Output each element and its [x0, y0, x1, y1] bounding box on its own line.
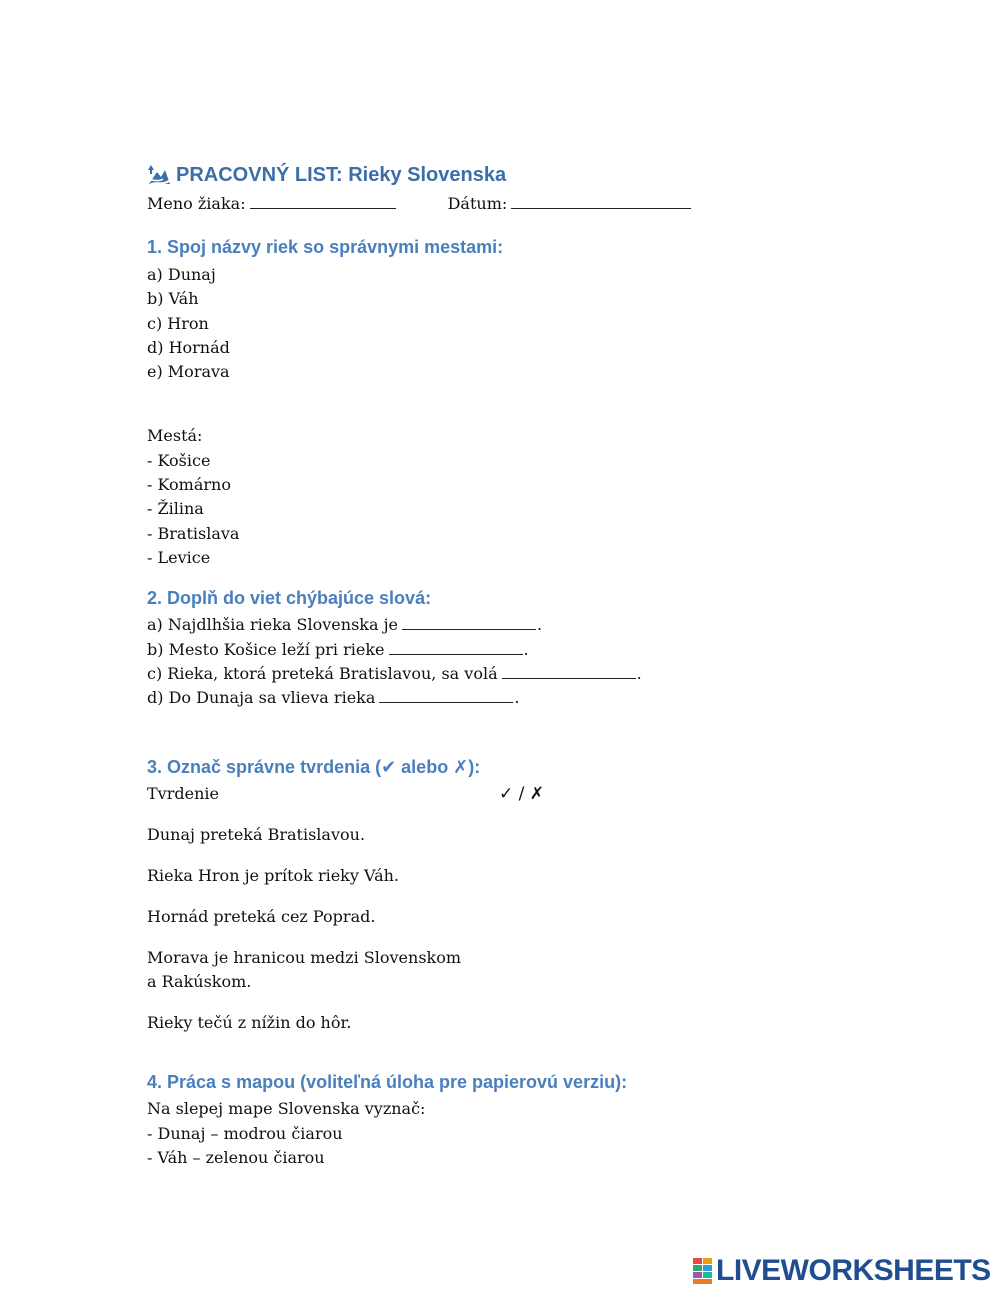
- sentence-end: .: [514, 688, 520, 708]
- statement-row: Morava je hranicou medzi Slovenskom a Rakúskom.: [147, 948, 462, 992]
- section4-heading: 4. Práca s mapou (voliteľná úloha pre papierovú verziu):: [147, 1071, 628, 1092]
- city-item: - Košice: [147, 450, 211, 470]
- statement-row: Dunaj preteká Bratislavou.: [147, 825, 366, 845]
- live-blocks-icon: [693, 1258, 713, 1284]
- river-item: d) Hornád: [147, 337, 230, 357]
- statements-list: [147, 823, 467, 1035]
- sentence-text: c) Rieka, ktorá preteká Bratislavou, sa volá: [147, 663, 498, 683]
- sentence-text: d) Do Dunaja sa vlieva rieka: [147, 688, 376, 708]
- cities-list: [147, 424, 847, 570]
- sentence-text: a) Najdlhšia rieka Slovenska je: [147, 615, 399, 635]
- map-task: [147, 1097, 847, 1170]
- rivers-list: [147, 263, 847, 384]
- section1-heading: 1. Spoj názvy riek so správnymi mestami:: [147, 236, 504, 257]
- answer-blank[interactable]: [402, 615, 536, 630]
- answer-blank[interactable]: [379, 688, 513, 703]
- answer-blank[interactable]: [502, 664, 636, 679]
- sentence-end: .: [523, 639, 529, 659]
- city-item: - Žilina: [147, 499, 204, 519]
- river-item: b) Váh: [147, 289, 199, 309]
- river-item: a) Dunaj: [147, 265, 216, 284]
- worksheet-title: [147, 158, 847, 192]
- cities-label: Mestá:: [147, 426, 203, 446]
- map-task-intro: Na slepej mape Slovenska vyznač:: [147, 1099, 426, 1119]
- city-item: - Komárno: [147, 475, 231, 495]
- statements-header: [147, 782, 847, 812]
- statement-column-header: Tvrdenie: [147, 784, 219, 804]
- river-landscape-icon: [147, 164, 171, 186]
- sentence-end: .: [537, 615, 543, 635]
- statement-row: Rieka Hron je prítok rieky Váh.: [147, 866, 400, 886]
- sentence-text: b) Mesto Košice leží pri rieke: [147, 639, 385, 659]
- date-field[interactable]: [511, 194, 691, 209]
- sentence-row: [147, 613, 847, 637]
- worksheet: [147, 158, 847, 1170]
- student-info-row: [147, 194, 847, 220]
- name-label: Meno žiaka:: [147, 194, 246, 213]
- sentence-row: [147, 686, 847, 710]
- river-item: e) Morava: [147, 362, 230, 382]
- section2-heading: 2. Doplň do viet chýbajúce slová:: [147, 587, 432, 608]
- logo-text: LIVEWORKSHEETS: [716, 1254, 991, 1287]
- map-task-item: - Dunaj – modrou čiarou: [147, 1123, 343, 1143]
- statement-row: Rieky tečú z nížin do hôr.: [147, 1013, 352, 1033]
- mark-column-header: ✓ / ✗: [499, 784, 545, 805]
- title-text: PRACOVNÝ LIST: Rieky Slovenska: [176, 163, 507, 186]
- map-task-item: - Váh – zelenou čiarou: [147, 1148, 325, 1168]
- date-label: Dátum:: [447, 194, 508, 213]
- fill-in-sentences: [147, 613, 847, 710]
- statement-row: Hornád preteká cez Poprad.: [147, 907, 376, 927]
- sentence-row: [147, 638, 847, 662]
- section3-heading: 3. Označ správne tvrdenia (✔ alebo ✗):: [147, 756, 481, 777]
- answer-blank[interactable]: [389, 640, 523, 655]
- city-item: - Levice: [147, 547, 211, 567]
- name-field[interactable]: [250, 194, 396, 209]
- river-item: c) Hron: [147, 313, 209, 333]
- city-item: - Bratislava: [147, 523, 240, 543]
- liveworksheets-logo: [693, 1254, 991, 1288]
- sentence-row: [147, 662, 847, 686]
- sentence-end: .: [636, 663, 642, 683]
